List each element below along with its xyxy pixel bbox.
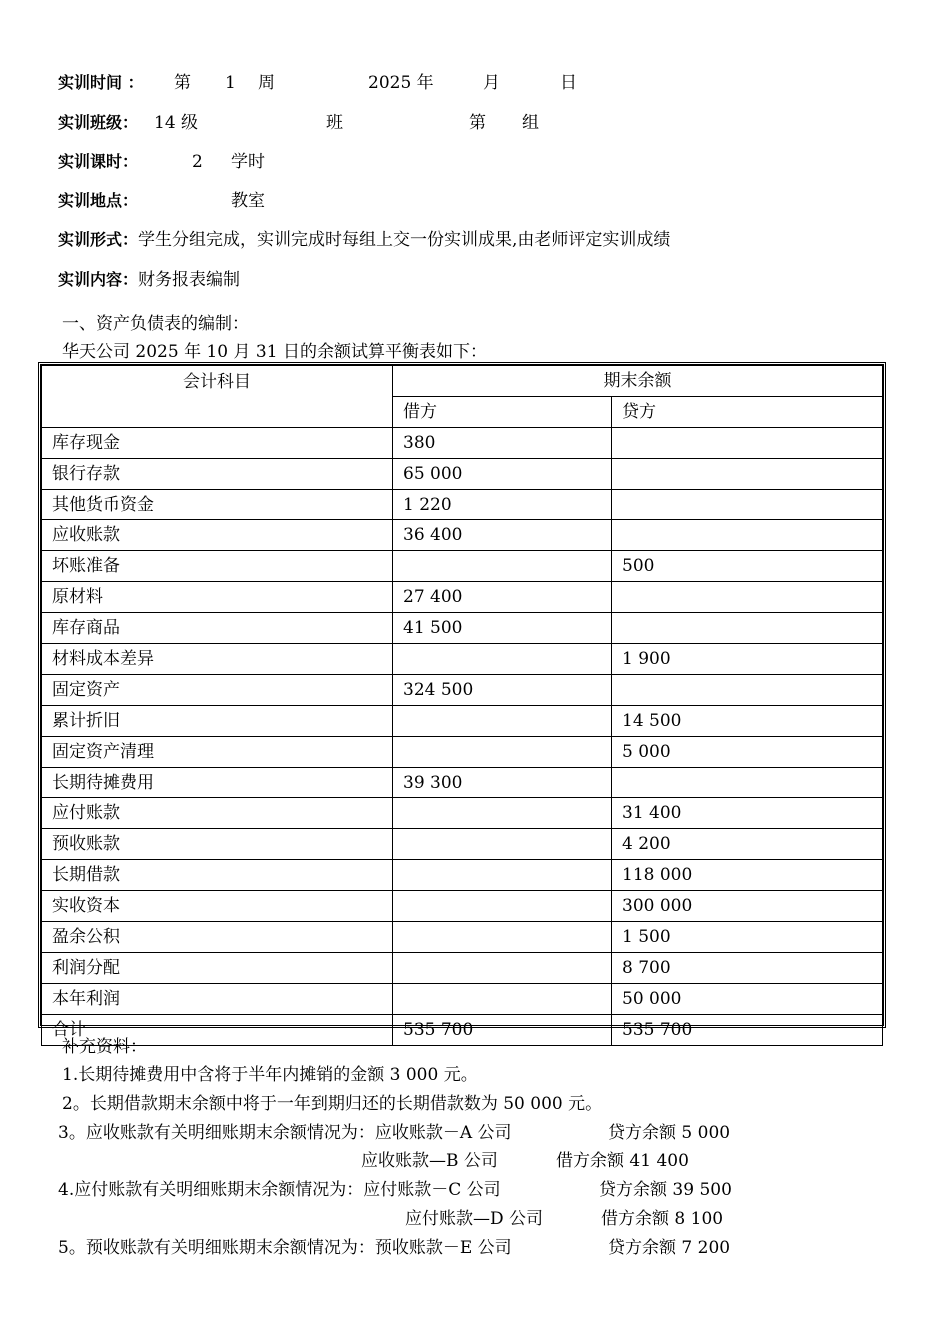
- week-suffix: 周: [258, 73, 275, 93]
- day-text: 日: [560, 73, 577, 93]
- credit-cell: [612, 767, 883, 798]
- table-row: [42, 520, 883, 551]
- header-balance: 期末余额: [393, 366, 883, 397]
- account-cell: 实收资本: [42, 891, 393, 922]
- header-credit: 贷方: [612, 396, 883, 427]
- training-class-label: 实训班级：: [58, 113, 139, 132]
- training-hours-label: 实训课时：: [58, 152, 139, 171]
- training-hours-line: [58, 152, 265, 172]
- training-time-line: [58, 73, 577, 93]
- month-text: 月: [483, 73, 500, 93]
- account-cell: 库存商品: [42, 613, 393, 644]
- debit-cell: [393, 736, 612, 767]
- account-cell: 库存现金: [42, 427, 393, 458]
- training-form-label: 实训形式：: [58, 230, 139, 249]
- content-value: 财务报表编制: [138, 270, 241, 290]
- section-heading: 一、资产负债表的编制：: [62, 314, 249, 334]
- debit-cell: 36 400: [393, 520, 612, 551]
- table-row: [42, 736, 883, 767]
- credit-cell: [612, 520, 883, 551]
- credit-cell: 31 400: [612, 798, 883, 829]
- credit-cell: 50 000: [612, 983, 883, 1014]
- credit-cell: 4 200: [612, 829, 883, 860]
- trial-balance-table: [38, 362, 886, 1040]
- credit-cell: [612, 613, 883, 644]
- account-cell: 本年利润: [42, 983, 393, 1014]
- place-value: 教室: [231, 191, 265, 211]
- debit-cell: [393, 952, 612, 983]
- supplement-item-3b: 应收账款—B 公司: [361, 1151, 498, 1171]
- supplement-item-4a: 4.应付账款有关明细账期末余额情况为：应付账款－C 公司: [58, 1180, 501, 1200]
- account-cell: 预收账款: [42, 829, 393, 860]
- credit-cell: [612, 582, 883, 613]
- supplement-item-4b: 应付账款—D 公司: [405, 1209, 544, 1229]
- debit-cell: 324 500: [393, 674, 612, 705]
- class-di: 第: [469, 113, 486, 133]
- table-row: [42, 427, 883, 458]
- credit-cell: 118 000: [612, 860, 883, 891]
- supplement-item-3b-amount: 借方余额 41 400: [556, 1151, 689, 1171]
- debit-cell: 65 000: [393, 458, 612, 489]
- table-row: [42, 829, 883, 860]
- table-row: [42, 644, 883, 675]
- table-row: [42, 489, 883, 520]
- table-row: [42, 1014, 883, 1045]
- supplement-item-5a: 5。预收账款有关明细账期末余额情况为：预收账款－E 公司: [58, 1238, 512, 1258]
- table-row: [42, 582, 883, 613]
- account-cell: 累计折旧: [42, 705, 393, 736]
- debit-cell: 41 500: [393, 613, 612, 644]
- credit-cell: 5 000: [612, 736, 883, 767]
- table-row: [42, 952, 883, 983]
- hours-value: 2: [192, 152, 203, 172]
- credit-cell: [612, 458, 883, 489]
- credit-cell: [612, 489, 883, 520]
- supplement-item-4a-amount: 贷方余额 39 500: [599, 1180, 732, 1200]
- credit-cell: [612, 427, 883, 458]
- training-content-line: [58, 270, 240, 290]
- account-cell: 应收账款: [42, 520, 393, 551]
- hours-unit: 学时: [231, 152, 265, 172]
- debit-cell: 27 400: [393, 582, 612, 613]
- section-intro: 华天公司 2025 年 10 月 31 日的余额试算平衡表如下：: [62, 342, 487, 362]
- form-value: 学生分组完成，实训完成时每组上交一份实训成果,由老师评定实训成绩: [138, 230, 671, 250]
- table-row: [42, 705, 883, 736]
- debit-cell: [393, 891, 612, 922]
- account-cell: 银行存款: [42, 458, 393, 489]
- training-class-line: [58, 113, 539, 133]
- credit-cell: 500: [612, 551, 883, 582]
- account-cell: 长期借款: [42, 860, 393, 891]
- account-cell: 利润分配: [42, 952, 393, 983]
- account-cell: 材料成本差异: [42, 644, 393, 675]
- debit-cell: [393, 551, 612, 582]
- credit-cell: 535 700: [612, 1014, 883, 1045]
- account-cell: 原材料: [42, 582, 393, 613]
- table-row: [42, 983, 883, 1014]
- debit-cell: 1 220: [393, 489, 612, 520]
- supplement-item-3a-amount: 贷方余额 5 000: [608, 1123, 731, 1143]
- table-row: [42, 458, 883, 489]
- account-cell: 其他货币资金: [42, 489, 393, 520]
- table-row: [42, 860, 883, 891]
- debit-cell: 535 700: [393, 1014, 612, 1045]
- training-content-label: 实训内容：: [58, 270, 139, 289]
- credit-cell: 1 500: [612, 922, 883, 953]
- week-number: 1: [225, 73, 236, 93]
- supplement-item-5a-amount: 贷方余额 7 200: [608, 1238, 731, 1258]
- supplement-item-3a: 3。应收账款有关明细账期末余额情况为：应收账款－A 公司: [58, 1123, 512, 1143]
- header-debit: 借方: [393, 396, 612, 427]
- debit-cell: 380: [393, 427, 612, 458]
- credit-cell: 14 500: [612, 705, 883, 736]
- credit-cell: 300 000: [612, 891, 883, 922]
- account-cell: 盈余公积: [42, 922, 393, 953]
- year-text: 2025 年: [368, 73, 434, 93]
- table-row: [42, 674, 883, 705]
- class-grade: 14 级: [154, 113, 199, 133]
- account-cell: 长期待摊费用: [42, 767, 393, 798]
- week-prefix: 第: [174, 73, 191, 93]
- credit-cell: 8 700: [612, 952, 883, 983]
- debit-cell: [393, 922, 612, 953]
- account-cell: 应付账款: [42, 798, 393, 829]
- credit-cell: [612, 674, 883, 705]
- training-place-label: 实训地点：: [58, 191, 139, 210]
- debit-cell: 39 300: [393, 767, 612, 798]
- debit-cell: [393, 644, 612, 675]
- debit-cell: [393, 829, 612, 860]
- supplement-title: 补充资料：: [62, 1037, 147, 1057]
- account-cell: 合计: [42, 1014, 393, 1045]
- table-row: [42, 767, 883, 798]
- training-form-line: [58, 230, 670, 250]
- table-row: [42, 798, 883, 829]
- account-cell: 坏账准备: [42, 551, 393, 582]
- table-row: [42, 551, 883, 582]
- supplement-item-1: 1.长期待摊费用中含将于半年内摊销的金额 3 000 元。: [62, 1065, 478, 1085]
- account-cell: 固定资产: [42, 674, 393, 705]
- header-account: 会计科目: [42, 366, 393, 428]
- training-place-line: [58, 191, 265, 211]
- table-row: [42, 891, 883, 922]
- debit-cell: [393, 705, 612, 736]
- debit-cell: [393, 860, 612, 891]
- table-row: [42, 613, 883, 644]
- class-zu: 组: [522, 113, 539, 133]
- supplement-item-2: 2。长期借款期末余额中将于一年到期归还的长期借款数为 50 000 元。: [62, 1094, 603, 1114]
- table-row: [42, 922, 883, 953]
- credit-cell: 1 900: [612, 644, 883, 675]
- debit-cell: [393, 983, 612, 1014]
- class-ban: 班: [326, 113, 343, 133]
- supplement-item-4b-amount: 借方余额 8 100: [601, 1209, 724, 1229]
- account-cell: 固定资产清理: [42, 736, 393, 767]
- training-time-label: 实训时间 ：: [58, 73, 144, 92]
- debit-cell: [393, 798, 612, 829]
